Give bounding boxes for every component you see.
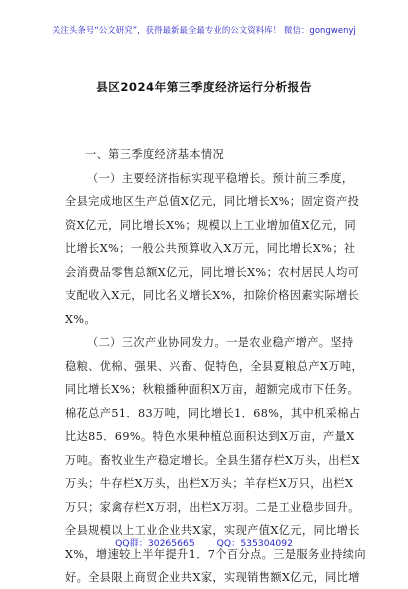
- paragraph-line: X%。: [65, 313, 96, 326]
- paragraph-line: （一）主要经济指标实现平稳增长。预计前三季度，: [87, 172, 354, 185]
- promo-banner: 关注头条号“公文研究”，获得最新最全最专业的公文资料库！ 微信：gongwenyj: [52, 25, 356, 35]
- paragraph-line: 好。全县限上商贸企业共X家，实现销售额X亿元，同比增: [65, 571, 360, 584]
- paragraph-line: 全县完成地区生产总值X亿元，同比增长X%；固定资产投: [65, 195, 360, 208]
- paragraph-line: 比增长X%；一般公共预算收入X万元，同比增长X%；社: [65, 242, 356, 255]
- paragraph-line: X%，增速较上半年提升1．7个百分点。三是服务业持续向: [65, 548, 366, 561]
- document-title: 县区2024年第三季度经济运行分析报告: [96, 80, 312, 94]
- qq-group-text: QQ群：30265665: [115, 538, 195, 549]
- section-heading: 一、第三季度经济基本情况: [85, 148, 225, 161]
- paragraph-line: 比达85．69%。特色水果种植总面积达到X万亩，产量X: [65, 430, 355, 443]
- paragraph-line: 万只；家禽存栏X万羽，出栏X万羽。二是工业稳步回升。: [65, 501, 360, 514]
- paragraph-line: 同比增长X%；秋粮播种面积X万亩，超额完成市下任务。: [65, 383, 360, 396]
- qq-number-text: QQ：535304092: [216, 538, 293, 549]
- paragraph-line: 棉花总产51．83万吨，同比增长1．68%，其中机采棉占: [65, 407, 361, 420]
- paragraph-line: 支配收入X元，同比名义增长X%，扣除价格因素实际增长: [65, 289, 360, 302]
- paragraph-line: 会消费品零售总额X亿元，同比增长X%；农村居民人均可: [65, 266, 360, 279]
- contact-footer: [0, 535, 408, 549]
- paragraph-line: （二）三次产业协同发力。一是农业稳产增产。坚持: [87, 336, 354, 349]
- paragraph-line: 资X亿元，同比增长X%；规模以上工业增加值X亿元，同: [65, 219, 357, 232]
- paragraph-line: 全县规模以上工业企业共X家，实现产值X亿元，同比增长: [65, 524, 360, 537]
- paragraph-line: 稳粮、优棉、强果、兴畜、促特色，全县夏粮总产X万吨，: [65, 360, 364, 373]
- paragraph-line: 万吨。畜牧业生产稳定增长。全县生猪存栏X万头，出栏X: [65, 454, 360, 467]
- paragraph-line: 万头；牛存栏X万头，出栏X万头；羊存栏X万只，出栏X: [65, 477, 354, 490]
